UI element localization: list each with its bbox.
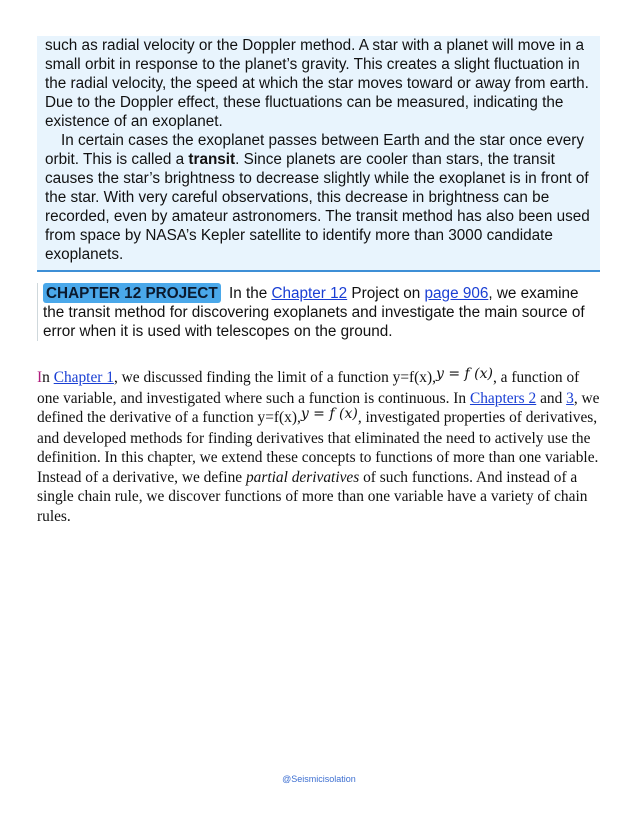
watermark-credit: @Seismicisolation — [282, 774, 356, 784]
chapter-12-link[interactable]: Chapter 12 — [271, 285, 348, 302]
intro-text-5: , we defined the derivative of a function y=f(x), — [37, 389, 600, 426]
chapter-intro — [37, 368, 602, 526]
intro-text-3: , a function of one variable, and investigated where such a function is continuous. In — [37, 369, 580, 407]
intro-text-6: , investigated properties of derivatives, and developed methods for finding derivatives that eliminated the need to actively use the definition. In this chapter, we extend these concepts to functions of more than one variable. Instead of a derivative, we define — [37, 409, 599, 486]
sidebar-p2-text-a: In certain cases the exoplanet passes between Earth and the star once every orbit. This is called a — [45, 132, 584, 168]
drop-cap: I — [37, 369, 43, 386]
intro-text-1: n — [42, 369, 54, 386]
chapter-project-badge: CHAPTER 12 PROJECT — [43, 283, 221, 303]
sidebar-paragraph-2 — [45, 131, 600, 264]
transit-term: transit — [188, 151, 236, 168]
chapter-3-link[interactable]: 3 — [566, 389, 574, 407]
math-y-equals-f-of-x-2: y = f (x) — [300, 406, 358, 422]
chapters-2-link[interactable]: Chapters 2 — [469, 389, 537, 407]
project-text-1: In the — [224, 285, 272, 302]
page-906-link[interactable]: page 906 — [424, 285, 489, 302]
intro-text-2: , we discussed finding the limit of a function y=f(x), — [113, 369, 436, 386]
sidebar-paragraph-1: such as radial velocity or the Doppler method. A star with a planet will move in a small orbit in response to the planet’s gravity. This creates a slight fluctuation in the radial velocity, the speed at which the star moves toward or away from earth. Due to the Doppler effect, these fluctuations can be measured, indicating the existence of an exoplanet. — [45, 37, 589, 130]
partial-derivatives-term: partial derivatives — [245, 468, 360, 486]
sidebar-p2-text-b: . Since planets are cooler than stars, the transit causes the star’s brightness to decrease slightly while the exoplanet is in front of the star. With very careful observations, this decrease in brightness can be recorded, even by amateur astronomers. The transit method has also been used from space by NASA’s Kepler satellite to identify more than 3000 candidate exoplanets. — [45, 151, 590, 263]
project-text-2: Project on — [347, 285, 425, 302]
chapter-1-link[interactable]: Chapter 1 — [53, 369, 114, 386]
intro-text-4: and — [536, 389, 567, 407]
exoplanet-sidebar-box — [37, 36, 600, 272]
chapter-project-note — [37, 283, 600, 341]
project-text-3: , we examine the transit method for discovering exoplanets and investigate the main source of error when it is used with telescopes on the ground. — [43, 285, 585, 340]
intro-text-7: of such functions. And instead of a single chain rule, we discover functions of more than one variable have a variety of chain rules. — [37, 468, 588, 525]
math-y-equals-f-of-x-1: y = f (x) — [435, 366, 493, 382]
intro-paragraph — [37, 368, 602, 526]
